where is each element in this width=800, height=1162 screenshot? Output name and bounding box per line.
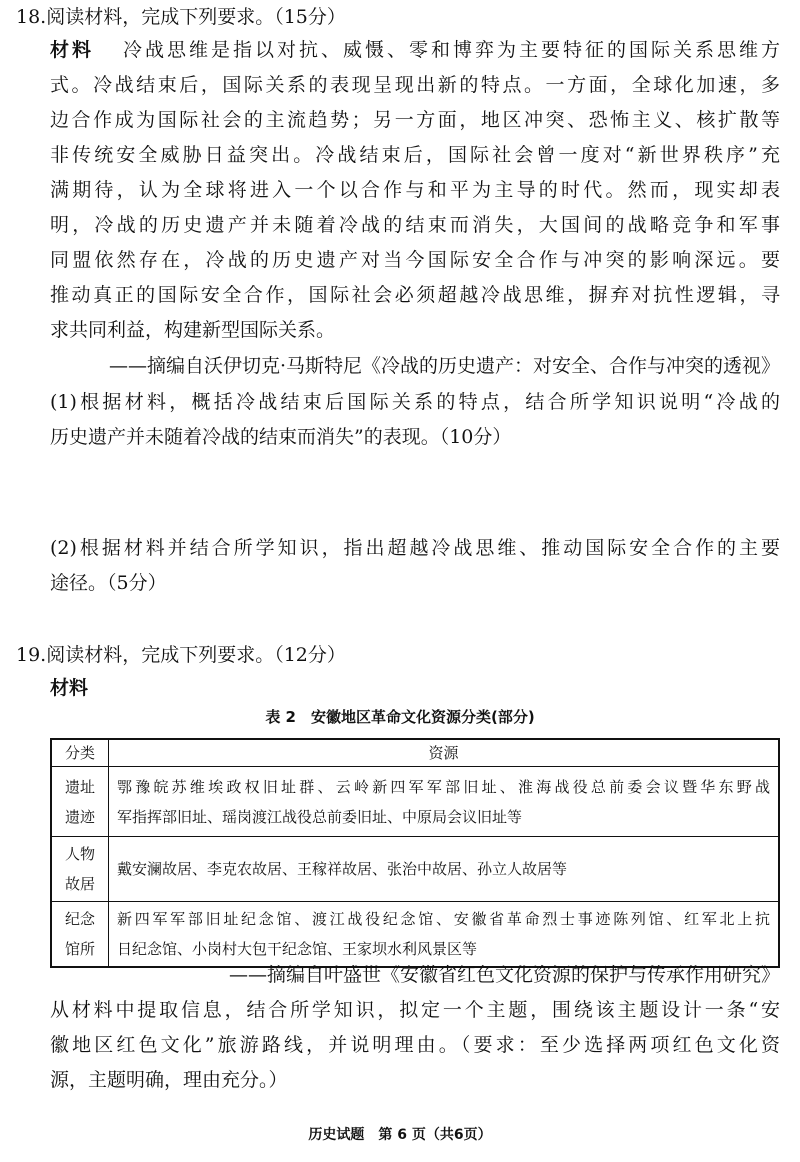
- category-cell: [51, 767, 109, 837]
- header-category: 分类: [51, 739, 109, 767]
- page-footer: 历史试题 第 6 页（共6页）: [308, 1127, 492, 1143]
- resources-text: 戴安澜故居、李克农故居、王稼祥故居、张治中故居、孙立人故居等: [117, 860, 568, 878]
- q19-material-label: 材料: [50, 677, 89, 699]
- q19-header: 19.阅读材料，完成下列要求。（12分）: [16, 644, 346, 666]
- q18-sub1-line: (1)根据材料，概括冷战结束后国际关系的特点，结合所学知识说明“冷战的: [50, 391, 780, 413]
- resources-text: 新四军军部旧址纪念馆、渡江战役纪念馆、安徽省革命烈士事迹陈列馆、红军北上抗: [117, 910, 770, 928]
- header-resources: 资源: [109, 739, 780, 767]
- q19-task-line: 徽地区红色文化”旅游路线，并说明理由。（要求：至少选择两项红色文化资: [50, 1034, 780, 1056]
- category-cell: [51, 837, 109, 902]
- category-text: 遗址: [64, 777, 95, 796]
- q18-sub2-line: 途径。（5分）: [50, 572, 167, 594]
- material-line: 满期待，认为全球将进入一个以合作与和平为主导的时代。然而，现实却表: [50, 179, 780, 201]
- category-text: 人物: [64, 845, 95, 863]
- category-text: 馆所: [64, 940, 95, 958]
- q19-source: ——摘编自叶盛世《安徽省红色文化资源的保护与传承作用研究》: [228, 964, 780, 986]
- q18-source: ——摘编自沃伊切克·马斯特尼《冷战的历史遗产：对安全、合作与冲突的透视》: [108, 355, 780, 377]
- resource-table: [50, 738, 780, 968]
- material-line: 非传统安全威胁日益突出。冷战结束后，国际社会曾一度对“新世界秩序”充: [50, 144, 780, 166]
- q18-sub2-line: (2)根据材料并结合所学知识，指出超越冷战思维、推动国际安全合作的主要: [50, 537, 780, 559]
- material-line: 明，冷战的历史遗产并未随着冷战的结束而消失，大国间的战略竞争和军事: [50, 214, 780, 236]
- table-row: [51, 767, 779, 837]
- resources-text: 日纪念馆、小岗村大包干纪念馆、王家坝水利风景区等: [117, 940, 478, 958]
- resources-text: 鄂豫皖苏维埃政权旧址群、云岭新四军军部旧址、淮海战役总前委会议暨华东野战: [117, 777, 770, 796]
- q18-header: 18.阅读材料，完成下列要求。（15分）: [16, 6, 346, 28]
- table-caption: 表 2 安徽地区革命文化资源分类(部分): [265, 708, 535, 726]
- resources-cell: [109, 837, 780, 902]
- category-text: 故居: [64, 875, 95, 893]
- resources-cell: [109, 767, 780, 837]
- resources-text: 军指挥部旧址、瑶岗渡江战役总前委旧址、中原局会议旧址等: [117, 807, 523, 826]
- material-line: 同盟依然存在，冷战的历史遗产对当今国际安全合作与冲突的影响深远。要: [50, 249, 780, 271]
- material-line: 求共同利益，构建新型国际关系。: [50, 319, 336, 341]
- table-header-row: [51, 739, 779, 767]
- category-text: 纪念: [64, 910, 95, 928]
- material-line: 边合作成为国际社会的主流趋势；另一方面，地区冲突、恐怖主义、核扩散等: [50, 109, 780, 131]
- q19-task-line: 从材料中提取信息，结合所学知识，拟定一个主题，围绕该主题设计一条“安: [50, 999, 780, 1021]
- material-line: 材料 冷战思维是指以对抗、威慑、零和博弈为主要特征的国际关系思维方: [50, 39, 780, 61]
- material-line: 推动真正的国际安全合作，国际社会必须超越冷战思维，摒弃对抗性逻辑，寻: [50, 284, 780, 306]
- material-line: 式。冷战结束后，国际关系的表现呈现出新的特点。一方面，全球化加速，多: [50, 74, 780, 96]
- q18-sub1-line: 历史遗产并未随着冷战的结束而消失”的表现。（10分）: [50, 426, 512, 448]
- q19-task-line: 源，主题明确，理由充分。）: [50, 1069, 288, 1091]
- category-text: 遗迹: [64, 807, 95, 826]
- table-row: [51, 837, 779, 902]
- material-label: 材料: [50, 39, 94, 61]
- category-cell: [51, 902, 109, 968]
